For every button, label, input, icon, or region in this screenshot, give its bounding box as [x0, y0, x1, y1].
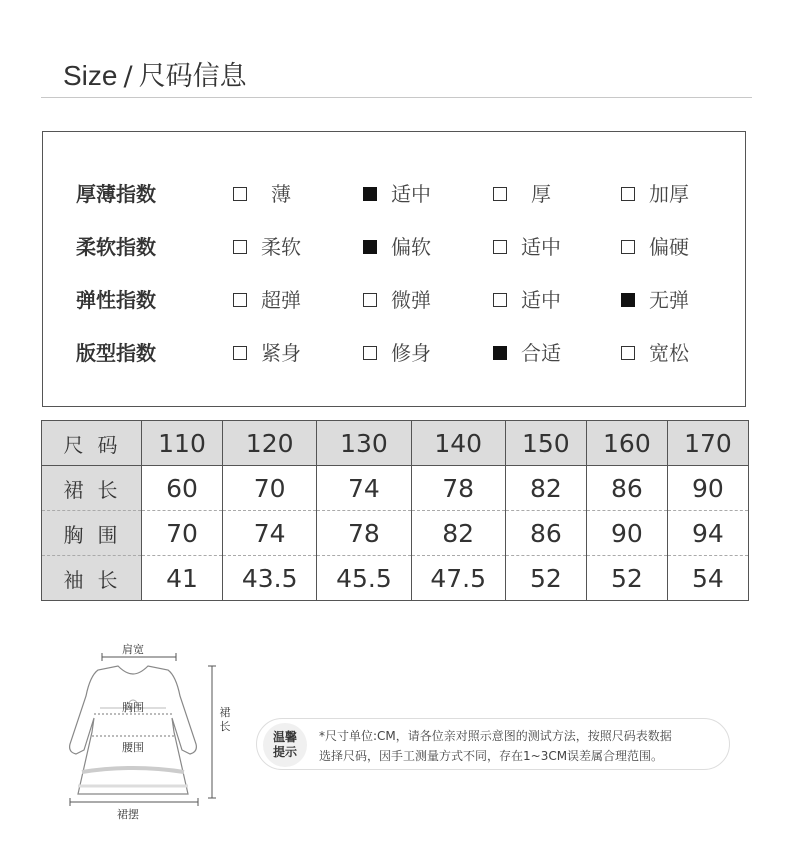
checked-box-icon [363, 187, 377, 201]
page-title [63, 54, 247, 93]
size-cell: 160 [586, 421, 667, 466]
table-cell: 82 [411, 511, 505, 556]
size-cell: 130 [317, 421, 411, 466]
table-cell: 45.5 [317, 556, 411, 601]
index-option-label: 合适 [521, 341, 561, 365]
table-cell: 47.5 [411, 556, 505, 601]
index-option-label: 薄 [271, 182, 291, 206]
tip-badge-line-1: 温馨 [272, 730, 297, 744]
index-option-label: 适中 [391, 182, 431, 206]
tip-text [319, 726, 672, 766]
empty-box-icon [363, 346, 377, 360]
hem-label: 裙摆 [117, 808, 139, 821]
checked-box-icon [493, 346, 507, 360]
table-row [42, 556, 749, 601]
index-option-label: 无弹 [649, 288, 689, 312]
shoulder-label: 肩宽 [122, 643, 144, 656]
fabric-index-panel [42, 131, 746, 407]
index-option-label: 加厚 [649, 182, 689, 206]
length-label-1: 裙 [219, 706, 231, 719]
table-cell: 52 [586, 556, 667, 601]
table-cell: 78 [411, 466, 505, 511]
index-row [43, 232, 745, 262]
table-cell: 74 [317, 466, 411, 511]
table-cell: 52 [505, 556, 586, 601]
table-cell: 90 [667, 466, 748, 511]
empty-box-icon [493, 293, 507, 307]
checked-box-icon [621, 293, 635, 307]
table-row [42, 511, 749, 556]
index-option-label: 超弹 [261, 288, 301, 312]
tip-box [256, 718, 730, 770]
empty-box-icon [363, 293, 377, 307]
table-cell: 70 [142, 511, 223, 556]
index-option-label: 适中 [521, 288, 561, 312]
table-header-label: 尺码 [42, 421, 142, 466]
table-cell: 90 [586, 511, 667, 556]
index-option-label: 偏硬 [649, 235, 689, 259]
table-cell: 60 [142, 466, 223, 511]
index-option-label: 修身 [391, 341, 431, 365]
chest-label: 胸围 [122, 701, 144, 714]
index-option-label: 柔软 [261, 235, 301, 259]
size-table [41, 420, 749, 601]
length-label-2: 长 [219, 720, 231, 733]
tip-badge-line-2: 提示 [272, 745, 297, 759]
empty-box-icon [493, 240, 507, 254]
table-header-row [42, 421, 749, 466]
size-cell: 120 [223, 421, 317, 466]
table-row [42, 466, 749, 511]
title-english: Size [63, 60, 118, 91]
index-row-label: 柔软指数 [76, 235, 156, 259]
table-cell: 94 [667, 511, 748, 556]
table-cell: 82 [505, 466, 586, 511]
table-cell: 41 [142, 556, 223, 601]
index-option-label: 微弹 [391, 288, 431, 312]
table-cell: 86 [586, 466, 667, 511]
checked-box-icon [363, 240, 377, 254]
size-cell: 150 [505, 421, 586, 466]
row-label: 裙长 [42, 466, 142, 511]
index-row-label: 版型指数 [76, 341, 156, 365]
empty-box-icon [621, 240, 635, 254]
index-option-label: 偏软 [391, 235, 431, 259]
title-chinese: 尺码信息 [138, 61, 247, 92]
size-cell: 110 [142, 421, 223, 466]
empty-box-icon [233, 293, 247, 307]
empty-box-icon [621, 346, 635, 360]
table-cell: 54 [667, 556, 748, 601]
size-cell: 170 [667, 421, 748, 466]
index-row-label: 弹性指数 [76, 288, 156, 312]
index-option-label: 厚 [531, 182, 551, 206]
empty-box-icon [493, 187, 507, 201]
index-row [43, 338, 745, 368]
tip-line-2: 选择尺码，因手工测量方式不同，存在1~3CM误差属合理范围。 [319, 749, 664, 763]
tip-badge [263, 723, 307, 767]
table-cell: 74 [223, 511, 317, 556]
index-row-label: 厚薄指数 [76, 182, 156, 206]
empty-box-icon [233, 346, 247, 360]
title-divider [41, 97, 752, 98]
index-row [43, 285, 745, 315]
title-separator: / [123, 61, 133, 92]
empty-box-icon [233, 187, 247, 201]
empty-box-icon [233, 240, 247, 254]
waist-label: 腰围 [122, 741, 144, 754]
row-label: 袖长 [42, 556, 142, 601]
index-option-label: 适中 [521, 235, 561, 259]
table-cell: 78 [317, 511, 411, 556]
tip-line-1: *尺寸单位:CM，请各位亲对照示意图的测试方法，按照尺码表数据 [319, 729, 672, 743]
dress-measurement-diagram [56, 636, 236, 826]
table-cell: 86 [505, 511, 586, 556]
table-cell: 43.5 [223, 556, 317, 601]
size-cell: 140 [411, 421, 505, 466]
index-row [43, 179, 745, 209]
index-option-label: 宽松 [649, 341, 689, 365]
index-option-label: 紧身 [261, 341, 301, 365]
row-label: 胸围 [42, 511, 142, 556]
table-cell: 70 [223, 466, 317, 511]
empty-box-icon [621, 187, 635, 201]
